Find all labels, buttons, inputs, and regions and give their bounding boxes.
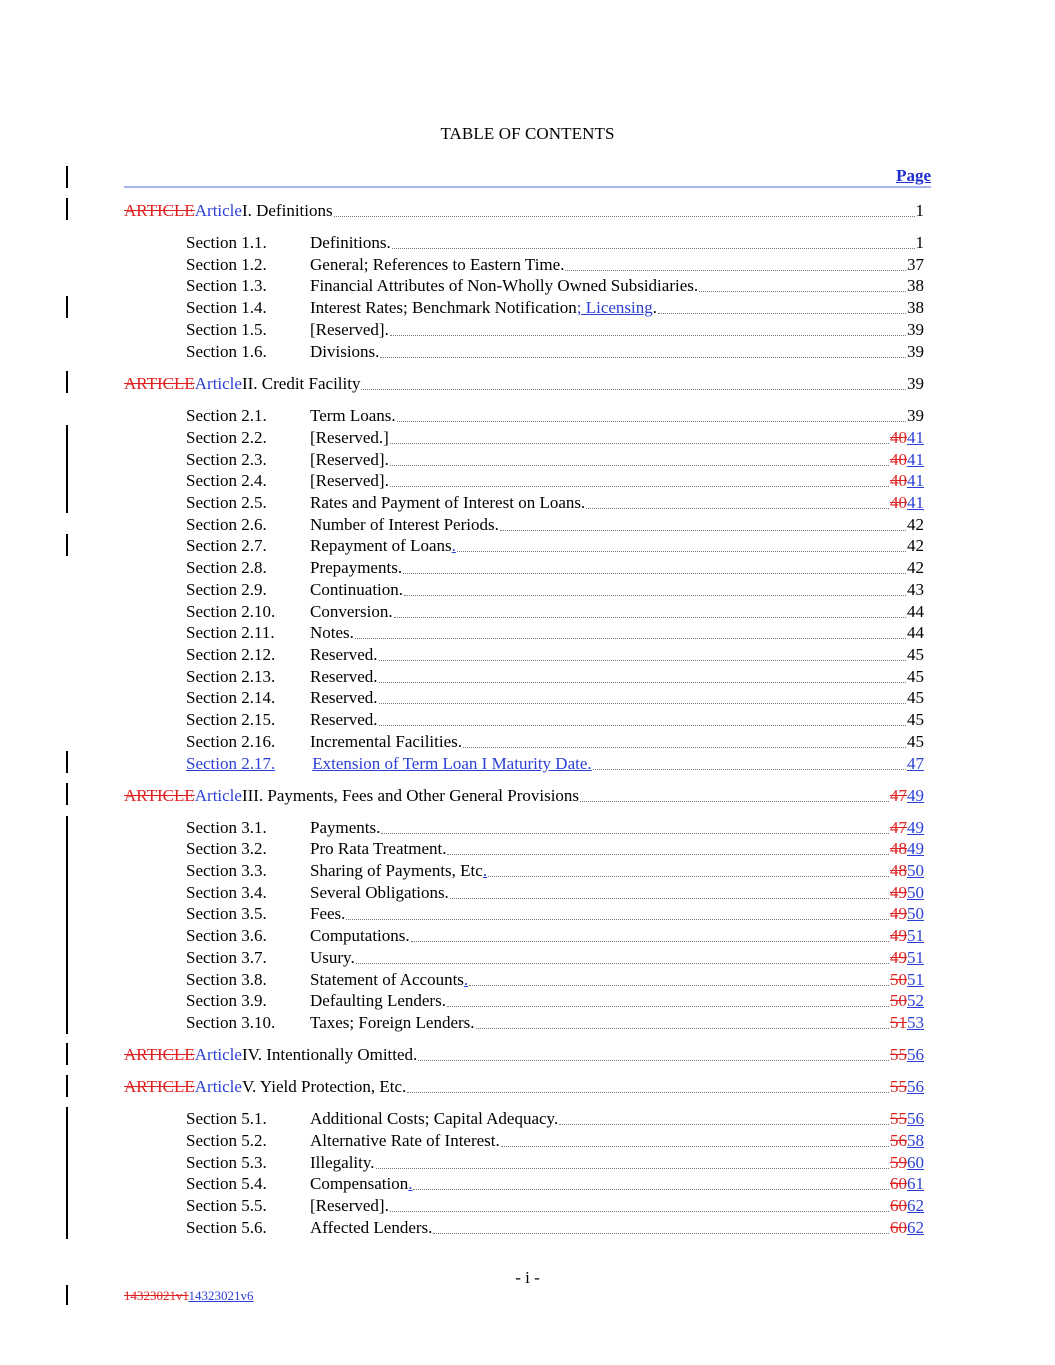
section-number: Section 1.4. xyxy=(186,298,267,317)
dot-leader xyxy=(379,666,906,687)
inserted-page: 51 xyxy=(907,948,924,967)
section-title: Defaulting Lenders. xyxy=(310,991,446,1010)
dot-leader xyxy=(390,470,889,491)
change-bar xyxy=(66,534,68,556)
toc-section-2-15[interactable] xyxy=(186,709,924,730)
change-bar xyxy=(66,166,68,188)
toc-section-2-3[interactable] xyxy=(186,449,924,470)
page-number: 45 xyxy=(907,710,924,729)
section-number: Section 2.3. xyxy=(186,450,267,469)
section-title: Alternative Rate of Interest. xyxy=(310,1131,500,1150)
toc-section-2-2[interactable] xyxy=(186,427,924,448)
section-title: Computations. xyxy=(310,926,410,945)
dot-leader xyxy=(392,232,915,253)
dot-leader xyxy=(379,709,906,730)
section-title: Continuation. xyxy=(310,580,404,599)
dot-leader xyxy=(411,925,889,946)
page-number xyxy=(890,969,924,990)
deleted-page: 51 xyxy=(890,1013,907,1032)
page-number: 45 xyxy=(907,667,924,686)
page-number: 44 xyxy=(907,623,924,642)
page-number xyxy=(890,1152,924,1173)
section-title: Additional Costs; Capital Adequacy. xyxy=(310,1109,559,1128)
deleted-page: 40 xyxy=(890,428,907,447)
section-number: Section 2.11. xyxy=(186,623,275,642)
dot-leader xyxy=(580,785,889,806)
dot-leader xyxy=(476,1012,889,1033)
change-bar xyxy=(66,816,68,1034)
page-number: 43 xyxy=(907,580,924,599)
toc-article-i[interactable] xyxy=(124,200,924,221)
section-title: Pro Rata Treatment. xyxy=(310,839,447,858)
deleted-page: 60 xyxy=(890,1196,907,1215)
section-title: Reserved. xyxy=(310,667,378,686)
deleted-text: ARTICLE xyxy=(124,786,195,805)
inserted-page: 56 xyxy=(907,1109,924,1128)
change-bar xyxy=(66,198,68,220)
section-title: Incremental Facilities. xyxy=(310,732,462,751)
section-title: Definitions. xyxy=(310,233,391,252)
toc-section-3-3[interactable] xyxy=(186,860,924,881)
deleted-text: ARTICLE xyxy=(124,201,195,220)
deleted-page: 60 xyxy=(890,1218,907,1237)
toc-section-2-4[interactable] xyxy=(186,470,924,491)
inserted-page: 49 xyxy=(907,818,924,837)
toc-section-5-6[interactable] xyxy=(186,1217,924,1238)
toc-section-3-4[interactable] xyxy=(186,882,924,903)
deleted-page: 48 xyxy=(890,839,907,858)
section-title: Prepayments. xyxy=(310,558,403,577)
section-number: Section 5.5. xyxy=(186,1196,267,1215)
toc-section-5-2[interactable] xyxy=(186,1130,924,1151)
inserted-text: . xyxy=(463,970,469,989)
inserted-text: . xyxy=(408,1174,413,1193)
deleted-text: ARTICLE xyxy=(124,1045,195,1064)
deleted-page: 50 xyxy=(890,991,907,1010)
section-title: Reserved. xyxy=(310,688,378,707)
inserted-page: 51 xyxy=(907,970,924,989)
page-number: 45 xyxy=(907,645,924,664)
inserted-text: Article xyxy=(194,786,242,805)
toc-section-3-2[interactable] xyxy=(186,838,924,859)
page-number xyxy=(890,882,924,903)
toc-section-2-9[interactable] xyxy=(186,579,924,600)
dot-leader xyxy=(413,1173,889,1194)
section-number: Section 3.2. xyxy=(186,839,267,858)
change-bar xyxy=(66,371,68,393)
article-title: II. Credit Facility xyxy=(241,374,361,393)
deleted-page: 49 xyxy=(890,926,907,945)
dot-leader xyxy=(397,405,906,426)
dot-leader xyxy=(565,254,906,275)
toc-section-2-10[interactable] xyxy=(186,601,924,622)
toc-section-1-6[interactable] xyxy=(186,341,924,362)
inserted-page: 53 xyxy=(907,1013,924,1032)
inserted-page: 61 xyxy=(907,1174,924,1193)
toc-section-2-11[interactable] xyxy=(186,622,924,643)
section-title: Financial Attributes of Non-Wholly Owned Subsidiaries. xyxy=(310,276,699,295)
page-number xyxy=(890,1217,924,1238)
dot-leader xyxy=(407,1076,889,1097)
page-number xyxy=(890,903,924,924)
dot-leader xyxy=(457,535,906,556)
change-bar xyxy=(66,1285,68,1305)
deleted-page: 55 xyxy=(890,1045,907,1064)
toc-section-1-4[interactable] xyxy=(186,297,924,318)
deleted-page: 49 xyxy=(890,883,907,902)
section-number: Section 2.12. xyxy=(186,645,276,664)
dot-leader xyxy=(447,990,889,1011)
inserted-text: . xyxy=(451,536,456,555)
toc-section-3-9[interactable] xyxy=(186,990,924,1011)
dot-leader xyxy=(394,601,906,622)
section-title: Statement of Accounts xyxy=(310,970,464,989)
page-number: 37 xyxy=(907,255,924,274)
section-number: Section 1.2. xyxy=(186,255,267,274)
inserted-page: 41 xyxy=(907,450,924,469)
dot-leader xyxy=(390,449,889,470)
section-number: Section 2.13. xyxy=(186,667,276,686)
section-number: Section 2.2. xyxy=(186,428,267,447)
change-bar xyxy=(66,1043,68,1065)
section-title: Compensation xyxy=(310,1174,409,1193)
inserted-page: 62 xyxy=(907,1196,924,1215)
deleted-page: 60 xyxy=(890,1174,907,1193)
page-number xyxy=(890,1195,924,1216)
toc-section-2-7[interactable] xyxy=(186,535,924,556)
page-number xyxy=(890,990,924,1011)
page-number: 45 xyxy=(907,688,924,707)
section-number: Section 2.7. xyxy=(186,536,267,555)
dot-leader xyxy=(361,373,906,394)
section-number: Section 2.4. xyxy=(186,471,267,490)
section-number: Section 2.14. xyxy=(186,688,276,707)
page-number: 47 xyxy=(907,754,924,773)
change-bar xyxy=(66,296,68,318)
toc-section-3-5[interactable] xyxy=(186,903,924,924)
section-number: Section 2.10. xyxy=(186,602,276,621)
dot-leader xyxy=(379,644,906,665)
toc-section-1-1[interactable] xyxy=(186,232,924,253)
dot-leader xyxy=(379,687,906,708)
page-number xyxy=(890,427,924,448)
inserted-page: 41 xyxy=(907,471,924,490)
section-number: Section 5.6. xyxy=(186,1218,267,1237)
toc-section-3-1[interactable] xyxy=(186,817,924,838)
page-number xyxy=(890,1108,924,1129)
section-title: Term Loans. xyxy=(310,406,396,425)
section-title: [Reserved]. xyxy=(310,320,389,339)
toc-section-5-5[interactable] xyxy=(186,1195,924,1216)
section-number: Section 3.8. xyxy=(186,970,267,989)
section-number: Section 2.9. xyxy=(186,580,267,599)
inserted-text: ; Licensing xyxy=(576,298,653,317)
article-title: III. Payments, Fees and Other General Provisions xyxy=(241,786,580,805)
dot-leader xyxy=(380,341,906,362)
inserted-page: 41 xyxy=(907,428,924,447)
inserted-text: Article xyxy=(194,201,242,220)
toc-section-5-1[interactable] xyxy=(186,1108,924,1129)
section-number: Section 2.17. xyxy=(186,754,276,773)
inserted-doc-id: 14323021v6 xyxy=(188,1288,254,1303)
change-bar xyxy=(66,1107,68,1239)
page-number xyxy=(890,925,924,946)
page-number xyxy=(890,449,924,470)
page-number xyxy=(890,1044,924,1065)
toc-article-v[interactable] xyxy=(124,1076,924,1097)
page-number: 42 xyxy=(907,558,924,577)
page-number xyxy=(890,1173,924,1194)
change-bar xyxy=(66,425,68,513)
section-number: Section 5.3. xyxy=(186,1153,267,1172)
deleted-page: 48 xyxy=(890,861,907,880)
page-number: 39 xyxy=(907,406,924,425)
change-bar xyxy=(66,1075,68,1097)
deleted-page: 47 xyxy=(890,786,907,805)
dot-leader xyxy=(501,1130,889,1151)
toc-section-2-14[interactable] xyxy=(186,687,924,708)
inserted-page: 49 xyxy=(907,839,924,858)
page-number: 39 xyxy=(907,342,924,361)
dot-leader xyxy=(699,275,906,296)
inserted-text: Article xyxy=(194,1077,242,1096)
page-number xyxy=(890,1012,924,1033)
dot-leader xyxy=(390,319,906,340)
section-title: [Reserved]. xyxy=(310,450,389,469)
section-title: Extension of Term Loan I Maturity Date. xyxy=(312,754,592,773)
section-number: Section 2.6. xyxy=(186,515,267,534)
section-number: Section 1.6. xyxy=(186,342,267,361)
page-number: 42 xyxy=(907,536,924,555)
toc-title: TABLE OF CONTENTS xyxy=(440,124,615,143)
inserted-page: 50 xyxy=(907,904,924,923)
toc-section-2-1[interactable] xyxy=(186,405,924,426)
section-number: Section 1.1. xyxy=(186,233,267,252)
dot-leader xyxy=(593,753,906,774)
toc-article-iv[interactable] xyxy=(124,1044,924,1065)
section-title: Rates and Payment of Interest on Loans. xyxy=(310,493,586,512)
section-title: Fees. xyxy=(310,904,346,923)
footer-page-number: - i - xyxy=(515,1268,540,1287)
inserted-page: 41 xyxy=(907,493,924,512)
inserted-page: 49 xyxy=(907,786,924,805)
dot-leader xyxy=(381,817,889,838)
dot-leader xyxy=(355,622,906,643)
toc-section-1-5[interactable] xyxy=(186,319,924,340)
section-number: Section 3.9. xyxy=(186,991,267,1010)
toc-section-2-6[interactable] xyxy=(186,514,924,535)
toc-section-3-6[interactable] xyxy=(186,925,924,946)
toc-section-2-16[interactable] xyxy=(186,731,924,752)
page-number: 42 xyxy=(907,515,924,534)
page-number: 38 xyxy=(907,276,924,295)
section-title: General; References to Eastern Time. xyxy=(310,255,565,274)
section-title: Affected Lenders. xyxy=(310,1218,433,1237)
toc-section-1-2[interactable] xyxy=(186,254,924,275)
inserted-page: 56 xyxy=(907,1077,924,1096)
section-number: Section 1.5. xyxy=(186,320,267,339)
section-number: Section 5.2. xyxy=(186,1131,267,1150)
dot-leader xyxy=(447,838,889,859)
toc-section-2-13[interactable] xyxy=(186,666,924,687)
page-number: 38 xyxy=(907,298,924,317)
toc-section-2-5[interactable] xyxy=(186,492,924,513)
dot-leader xyxy=(658,297,906,318)
inserted-page: 58 xyxy=(907,1131,924,1150)
page-column-header xyxy=(124,168,931,188)
dot-leader xyxy=(346,903,889,924)
page-label: Page xyxy=(896,166,931,185)
dot-leader xyxy=(356,947,889,968)
dot-leader xyxy=(463,731,906,752)
deleted-page: 56 xyxy=(890,1131,907,1150)
section-title: Repayment of Loans xyxy=(310,536,452,555)
page-number xyxy=(890,817,924,838)
toc-section-1-3[interactable] xyxy=(186,275,924,296)
change-bar xyxy=(66,783,68,805)
section-title: Sharing of Payments, Etc xyxy=(310,861,483,880)
section-title: [Reserved]. xyxy=(310,1196,389,1215)
dot-leader xyxy=(404,579,906,600)
toc-section-2-12[interactable] xyxy=(186,644,924,665)
section-number: Section 5.4. xyxy=(186,1174,267,1193)
section-number: Section 3.10. xyxy=(186,1013,276,1032)
toc-article-ii[interactable] xyxy=(124,373,924,394)
toc-section-3-7[interactable] xyxy=(186,947,924,968)
section-title-end: . xyxy=(652,298,657,317)
dot-leader xyxy=(390,1195,889,1216)
deleted-page: 49 xyxy=(890,948,907,967)
page-number: 44 xyxy=(907,602,924,621)
page-number xyxy=(890,838,924,859)
section-number: Section 3.3. xyxy=(186,861,267,880)
section-number: Section 5.1. xyxy=(186,1109,267,1128)
toc-section-2-8[interactable] xyxy=(186,557,924,578)
toc-section-3-10[interactable] xyxy=(186,1012,924,1033)
section-title: Illegality. xyxy=(310,1153,375,1172)
toc-article-iii[interactable] xyxy=(124,785,924,806)
dot-leader xyxy=(469,969,889,990)
dot-leader xyxy=(418,1044,889,1065)
section-title: Reserved. xyxy=(310,645,378,664)
deleted-page: 40 xyxy=(890,471,907,490)
section-title: Taxes; Foreign Lenders. xyxy=(310,1013,475,1032)
section-number: Section 3.4. xyxy=(186,883,267,902)
section-number: Section 2.5. xyxy=(186,493,267,512)
document-id xyxy=(124,1288,254,1304)
toc-section-5-4[interactable] xyxy=(186,1173,924,1194)
dot-leader xyxy=(488,860,889,881)
section-number: Section 3.1. xyxy=(186,818,267,837)
section-title: Several Obligations. xyxy=(310,883,449,902)
section-title: Notes. xyxy=(310,623,354,642)
dot-leader xyxy=(559,1108,889,1129)
section-number: Section 2.16. xyxy=(186,732,276,751)
deleted-page: 59 xyxy=(890,1153,907,1172)
deleted-text: ARTICLE xyxy=(124,374,195,393)
page-number xyxy=(890,492,924,513)
section-number: Section 2.15. xyxy=(186,710,276,729)
article-title: IV. Intentionally Omitted. xyxy=(241,1045,418,1064)
deleted-page: 49 xyxy=(890,904,907,923)
inserted-page: 50 xyxy=(907,861,924,880)
inserted-text: . xyxy=(482,861,488,880)
page-number xyxy=(890,947,924,968)
inserted-page: 56 xyxy=(907,1045,924,1064)
toc-section-2-17[interactable] xyxy=(186,753,924,774)
page-number: 39 xyxy=(907,320,924,339)
section-title: [Reserved.] xyxy=(310,428,389,447)
section-title: Interest Rates; Benchmark Notification xyxy=(310,298,577,317)
section-title: [Reserved]. xyxy=(310,471,389,490)
section-number: Section 3.5. xyxy=(186,904,267,923)
inserted-text: Article xyxy=(194,1045,242,1064)
inserted-page: 60 xyxy=(907,1153,924,1172)
dot-leader xyxy=(433,1217,889,1238)
dot-leader xyxy=(334,200,915,221)
deleted-page: 40 xyxy=(890,493,907,512)
section-title: Payments. xyxy=(310,818,381,837)
toc-section-3-8[interactable] xyxy=(186,969,924,990)
section-title: Number of Interest Periods. xyxy=(310,515,499,534)
dot-leader xyxy=(376,1152,889,1173)
page-number xyxy=(890,470,924,491)
inserted-page: 62 xyxy=(907,1218,924,1237)
section-number: Section 3.7. xyxy=(186,948,267,967)
section-number: Section 3.6. xyxy=(186,926,267,945)
dot-leader xyxy=(403,557,906,578)
page-number: 39 xyxy=(907,374,924,393)
deleted-page: 55 xyxy=(890,1077,907,1096)
dot-leader xyxy=(500,514,906,535)
section-number: Section 2.8. xyxy=(186,558,267,577)
deleted-doc-id: 14323021v1 xyxy=(124,1288,189,1303)
deleted-page: 50 xyxy=(890,970,907,989)
deleted-page: 47 xyxy=(890,818,907,837)
section-number: Section 2.1. xyxy=(186,406,267,425)
page-number xyxy=(890,860,924,881)
deleted-text: ARTICLE xyxy=(124,1077,195,1096)
page-number: 1 xyxy=(915,233,924,252)
section-title: Conversion. xyxy=(310,602,393,621)
section-number: Section 1.3. xyxy=(186,276,267,295)
dot-leader xyxy=(450,882,889,903)
inserted-page: 51 xyxy=(907,926,924,945)
page-number: 1 xyxy=(915,201,924,220)
article-title: V. Yield Protection, Etc. xyxy=(241,1077,407,1096)
article-title: I. Definitions xyxy=(241,201,333,220)
inserted-text: Article xyxy=(194,374,242,393)
section-title: Divisions. xyxy=(310,342,380,361)
inserted-page: 50 xyxy=(907,883,924,902)
change-bar xyxy=(66,751,68,773)
section-title: Reserved. xyxy=(310,710,378,729)
section-title: Usury. xyxy=(310,948,355,967)
page-number: 45 xyxy=(907,732,924,751)
toc-section-5-3[interactable] xyxy=(186,1152,924,1173)
deleted-page: 55 xyxy=(890,1109,907,1128)
page-number xyxy=(890,1130,924,1151)
dot-leader xyxy=(390,427,889,448)
inserted-page: 52 xyxy=(907,991,924,1010)
deleted-page: 40 xyxy=(890,450,907,469)
page-number xyxy=(890,785,924,806)
page-number xyxy=(890,1076,924,1097)
dot-leader xyxy=(586,492,889,513)
